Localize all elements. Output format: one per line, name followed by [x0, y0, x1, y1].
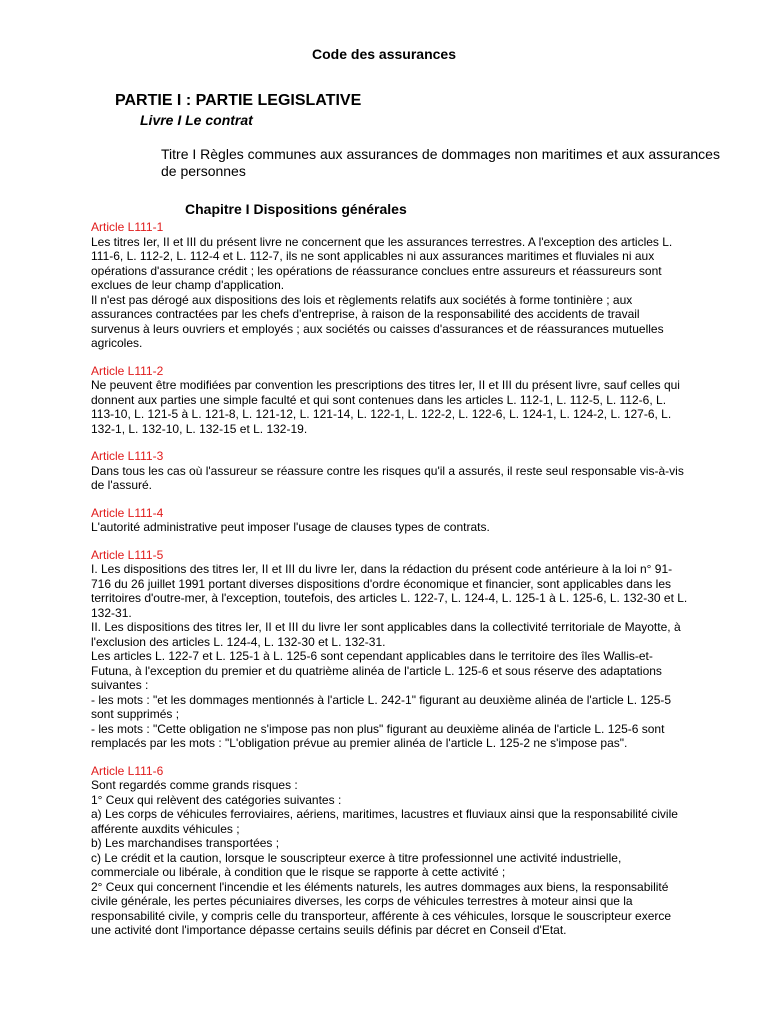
article-paragraph: L'autorité administrative peut imposer l'usage de clauses types de contrats.	[91, 520, 490, 534]
article-paragraph: 1° Ceux qui relèvent des catégories suivantes :	[91, 792, 342, 807]
article-paragraph: c) Le crédit et la caution, lorsque le souscripteur exerce à titre professionnel une activité industrielle, commerciale ou libérale, à condition que le risque se rapporte à cette activité ;	[91, 850, 622, 879]
article-id: Article L111-1	[91, 220, 164, 234]
partie-heading: PARTIE I : PARTIE LEGISLATIVE	[115, 92, 362, 109]
article-body	[91, 520, 691, 535]
article-body	[91, 778, 691, 938]
article-paragraph: a) Les corps de véhicules ferroviaires, aériens, maritimes, lacustres et fluviaux ainsi que la responsabilité civile afférente auxdits véhicules ;	[91, 807, 678, 836]
article-id: Article L111-2	[91, 363, 164, 378]
article	[91, 548, 691, 751]
article-id: Article L111-6	[91, 763, 164, 778]
article-body	[91, 562, 691, 751]
article-paragraph: Dans tous les cas où l'assureur se réassure contre les risques qu'il a assurés, il reste seul responsable vis-à-vis de l'assuré.	[91, 463, 684, 492]
article	[91, 449, 691, 493]
article-body	[91, 378, 691, 436]
article-paragraph: Sont regardés comme grands risques :	[91, 778, 298, 792]
article-id: Article L111-3	[91, 449, 164, 463]
article-body	[91, 464, 691, 493]
article	[91, 506, 691, 535]
chapitre-heading: Chapitre I Dispositions générales	[185, 201, 407, 217]
article-paragraph: I. Les dispositions des titres Ier, II et III du livre Ier, dans la rédaction du présent code antérieure à la loi n° 91-716 du 26 juillet 1991 portant diverses dispositions d'ordre économique et financier, sont applicables dans les territoires d'outre-mer, à l'exception, toutefois, des articles L. 122-7, L. 124-4, L. 125-1 à L. 125-6, L. 132-30 et L. 132-31.	[91, 562, 688, 620]
article-id: Article L111-4	[91, 505, 164, 520]
livre-heading: Livre I Le contrat	[140, 112, 253, 128]
article-id: Article L111-5	[91, 547, 164, 562]
article-body	[91, 235, 691, 351]
article-paragraph: - les mots : "et les dommages mentionnés à l'article L. 242-1" figurant au deuxième alinéa de l'article L. 125-5 sont supprimés ;	[91, 692, 672, 721]
article-paragraph: - les mots : "Cette obligation ne s'impose pas non plus" figurant au deuxième alinéa de l'article L. 125-6 sont remplacés par les mots : "L'obligation prévue au premier alinéa de l'article L. 125-2 ne s'impose pas".	[91, 721, 665, 750]
articles-list	[91, 220, 691, 951]
article	[91, 220, 691, 351]
article	[91, 764, 691, 938]
article-paragraph: Les articles L. 122-7 et L. 125-1 à L. 125-6 sont cependant applicables dans le territoire des îles Wallis-et-Futuna, à l'exception du premier et du quatrième alinéa de l'article L. 125-6 et sous réserve des adaptations suivantes :	[91, 649, 662, 692]
article-paragraph: Les titres Ier, II et III du présent livre ne concernent que les assurances terrestres. A l'exception des articles L. 111-6, L. 112-2, L. 112-4 et L. 112-7, ils ne sont applicables ni aux assurances maritimes et fluviales ni aux opérations d'assurance crédit ; les opérations de réassurance conclues entre assureurs et réassureurs sont exclues de leur champ d'application.	[91, 234, 673, 292]
article-paragraph: 2° Ceux qui concernent l'incendie et les éléments naturels, les autres dommages aux biens, la responsabilité civile générale, les pertes pécuniaires diverses, les corps de véhicules terrestres à moteur ainsi que la responsabilité civile, y compris celle du transporteur, afférente à ces véhicules, lorsque le souscripteur exerce une activité dont l'importance dépasse certains seuils définis par décret en Conseil d'Etat.	[91, 879, 672, 937]
article-paragraph: II. Les dispositions des titres Ier, II et III du livre Ier sont applicables dans la collectivité territoriale de Mayotte, à l'exclusion des articles L. 124-4, L. 132-30 et L. 132-31.	[91, 620, 681, 649]
article-paragraph: Ne peuvent être modifiées par convention les prescriptions des titres Ier, II et III du présent livre, sauf celles qui donnent aux parties une simple faculté et qui sont contenues dans les articles L. 112-1, L. 112-5, L. 112-6, L. 113-10, L. 121-5 à L. 121-8, L. 121-12, L. 121-14, L. 122-1, L. 122-2, L. 122-6, L. 124-1, L. 124-2, L. 127-6, L. 132-1, L. 132-10, L. 132-15 et L. 132-19.	[91, 378, 680, 436]
article	[91, 364, 691, 437]
document-title: Code des assurances	[312, 46, 456, 62]
article-paragraph: Il n'est pas dérogé aux dispositions des lois et règlements relatifs aux sociétés à forme tontinière ; aux assurances contractées par les chefs d'entreprise, à raison de la responsabilité des accidents de travail survenus à leurs ouvriers et employés ; aux sociétés ou caisses d'assurances et de réassurances mutuelles agricoles.	[91, 292, 664, 350]
article-paragraph: b) Les marchandises transportées ;	[91, 836, 280, 850]
titre-heading: Titre I Règles communes aux assurances de dommages non maritimes et aux assurances de personnes	[161, 146, 720, 179]
